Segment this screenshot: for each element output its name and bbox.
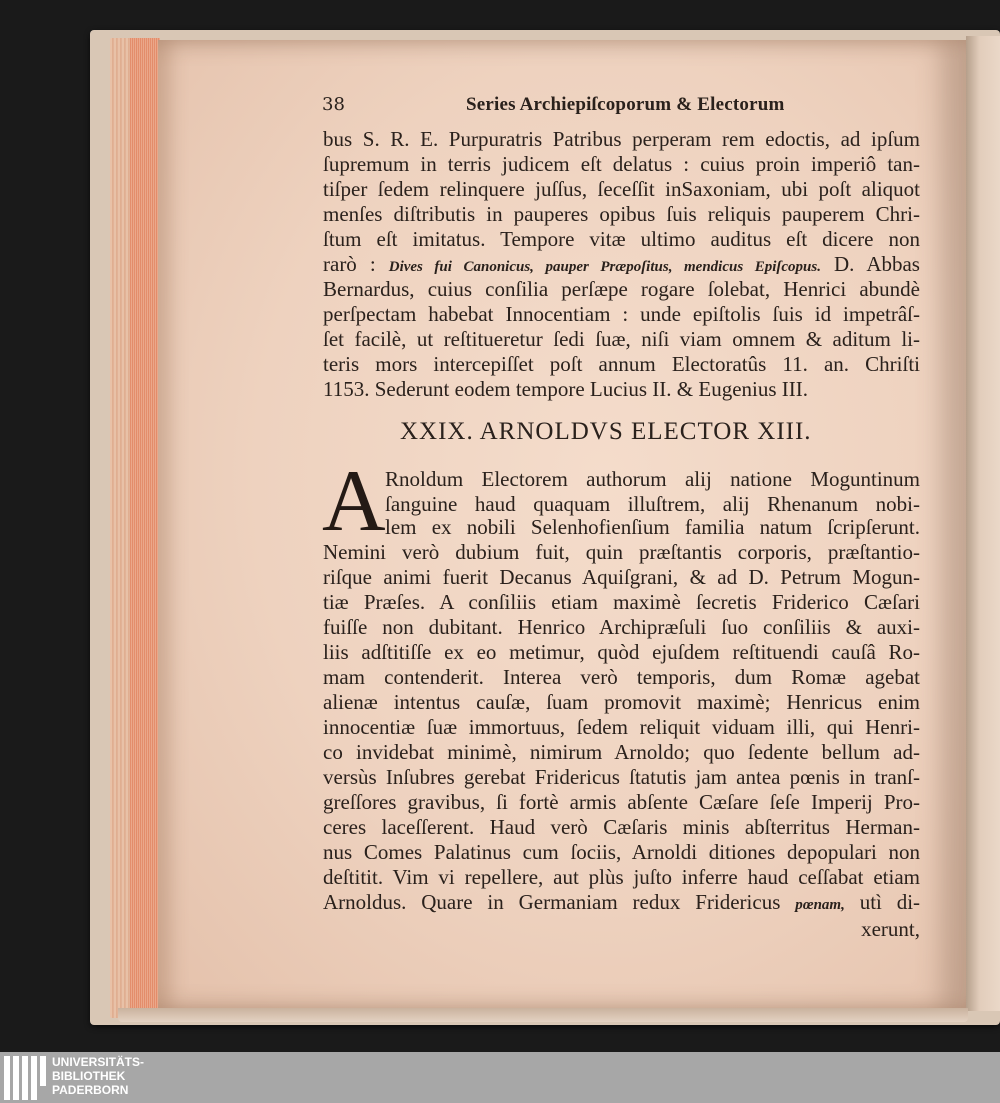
text-line: ſanguine haud quaquam illuſtrem, alij Rhenanum nobi- (385, 492, 920, 516)
text-line: bus S. R. E. Purpuratris Patribus perperam rem edoctis, ad ipſum (323, 127, 920, 151)
text-line: tiſper ſedem relinquere juſſus, ſeceſſit inSaxoniam, ubi poſt aliquot (323, 177, 920, 201)
page-number: 38 (322, 94, 345, 115)
text-line: deſtitit. Vim vi repellere, aut plùs juſto inferre haud ceſſabat etiam (323, 865, 920, 889)
last-line-end: utì di- (859, 890, 921, 914)
chapter-heading: XXIX. ARNOLDVS ELECTOR XIII. (400, 418, 812, 445)
text-line: teris mors intercepiſſet poſt annum Electoratûs 11. an. Chriſti (323, 352, 920, 376)
library-name-line: PADERBORN (52, 1083, 129, 1097)
text-line: ſet facilè, ut reſtitueretur ſedi ſuæ, niſi viam omnem & aditum li- (323, 327, 920, 351)
catchword: xerunt, (861, 917, 920, 941)
text-line: ſupremum in terris judicem eſt delatus : cuius proin imperiô tan- (323, 152, 920, 176)
text-line: liis adſtitiſſe ex eo metimur, quòd ejuſdem reſtituendi cauſâ Ro- (323, 640, 920, 664)
library-name-line: BIBLIOTHEK (52, 1069, 126, 1083)
library-name (52, 1055, 144, 1097)
footer-bar (0, 1052, 1000, 1103)
quote-line-end: D. Abbas (834, 252, 920, 276)
text-line: versùs Inſubres gerebat Fridericus ſtatutis jam antea pœnis in tranſ- (323, 765, 920, 789)
library-name-line: UNIVERSITÄTS- (52, 1055, 145, 1069)
text-line: Rnoldum Electorem authorum alij natione Moguntinum (385, 467, 920, 491)
text-line: riſque animi fuerit Decanus Aquiſgrani, & ad D. Petrum Mogun- (323, 565, 920, 589)
text-line: Bernardus, cuius conſilia perſæpe rogare ſolebat, Henrici abundè (323, 277, 920, 301)
text-line: mam contenderit. Interea verò temporis, dum Romæ agebat (323, 665, 920, 689)
last-line-start: Arnoldus. Quare in Germaniam redux Fridericus (323, 890, 781, 914)
text-line: alienæ intentus cauſæ, ſuam promovit maximè; Henricus enim (323, 690, 920, 714)
text-line: lem ex nobili Selenhofienſium familia natum ſcripſerunt. (385, 515, 920, 539)
text-line: ceres laceſſerent. Haud verò Cæſaris minis abſterritus Herman- (323, 815, 920, 839)
quote-italic: Dives fui Canonicus, pauper Præpoſitus, mendicus Epiſcopus. (388, 259, 821, 275)
drop-cap: A (322, 453, 386, 550)
text-line: greſſores gravibus, ſi fortè armis abſente Cæſare ſeſe Imperij Pro- (323, 790, 920, 814)
text-line: tiæ Præſes. A conſiliis etiam maximè ſecretis Friderico Cæſari (323, 590, 920, 614)
text-line: ſtum eſt imitatus. Tempore vitæ ultimo auditus eſt dicere non (323, 227, 920, 251)
text-line: 1153. Sederunt eodem tempore Lucius II. & Eugenius III. (323, 377, 809, 401)
library-logo-icon (4, 1056, 48, 1100)
last-line (323, 890, 920, 915)
text-line: Nemini verò dubium fuit, quin præſtantis corporis, præſtantio- (323, 540, 920, 564)
running-title: Series Archiepiſcoporum & Electorum (466, 94, 785, 115)
text-line: fuiſſe non dubitant. Henrico Archipræſuli ſuo conſiliis & auxi- (323, 615, 920, 639)
text-line: menſes diſtributis in pauperes opibus ſuis reliquis pauperem Chri- (323, 202, 920, 226)
quote-line-start: rarò : (323, 252, 376, 276)
text-line: nus Comes Palatinus cum ſociis, Arnoldi ditiones depopulari non (323, 840, 920, 864)
text-line: perſpectam habebat Innocentiam : unde epiſtolis ſuis id impetrâſ- (323, 302, 920, 326)
last-line-italic: pœnam, (795, 897, 845, 913)
text-line: co invidebat minimè, nimirum Arnoldo; quo ſedente bellum ad- (323, 740, 920, 764)
quote-line (323, 252, 920, 277)
text-line: innocentiæ ſuæ immortuus, ſedem reliquit viduam illi, qui Henri- (323, 715, 920, 739)
